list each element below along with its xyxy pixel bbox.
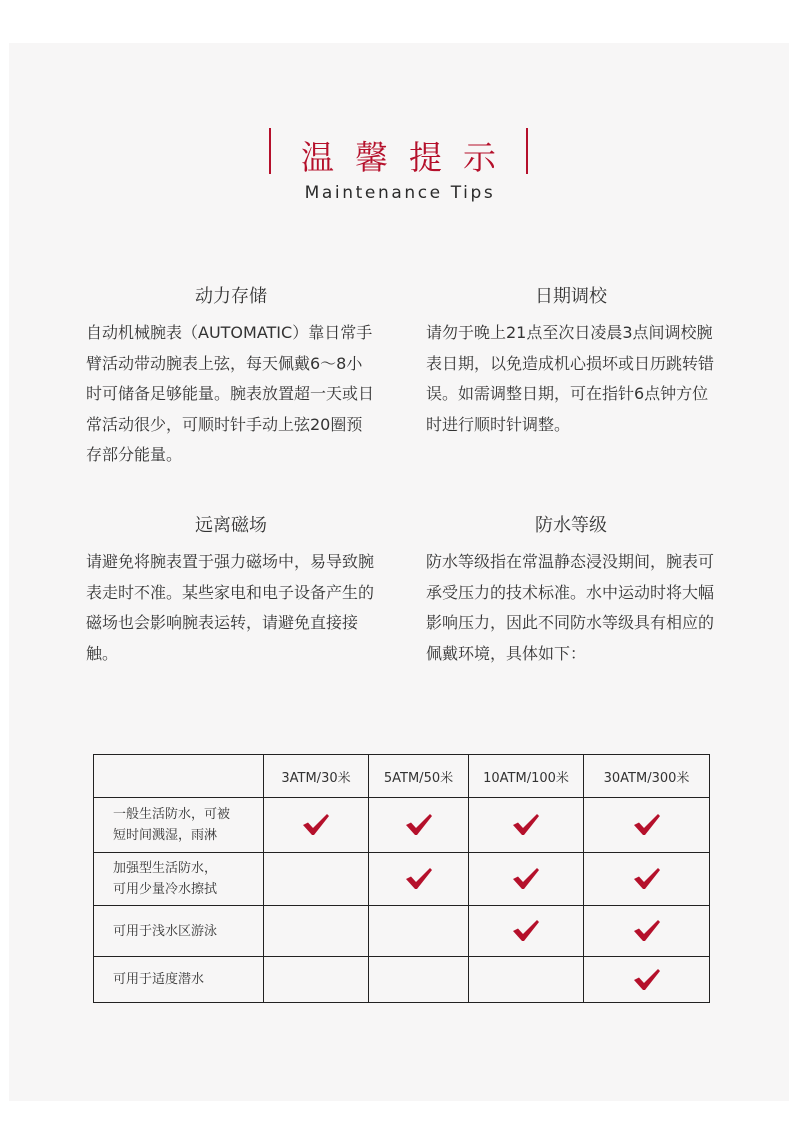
water-resistance-table	[93, 754, 710, 1003]
check-cell	[369, 906, 469, 957]
row-label-line: 可用于适度潜水	[113, 972, 205, 987]
row-label-line: 短时间溅湿，雨淋	[113, 828, 218, 843]
check-icon	[512, 813, 540, 837]
row-label	[94, 798, 264, 853]
table-row	[94, 906, 710, 957]
check-icon	[633, 968, 661, 992]
table-header-cell	[94, 755, 264, 798]
check-icon	[405, 813, 433, 837]
check-cell	[264, 798, 369, 853]
section-heading-power-reserve: 动力存储	[195, 286, 267, 307]
check-cell	[264, 957, 369, 1003]
check-icon	[512, 919, 540, 943]
section-body-date-setting: 请勿于晚上21点至次日凌晨3点间调校腕表日期，以免造成机心损坏或日历跳转错误。如需调整日期，可在指针6点钟方位时进行顺时针调整。	[426, 323, 715, 434]
table-header-cell: 30ATM/300米	[584, 755, 710, 798]
check-cell	[469, 957, 584, 1003]
row-label-line: 加强型生活防水，	[113, 861, 218, 876]
page-title: 温馨提示	[301, 138, 517, 177]
check-cell	[264, 906, 369, 957]
check-cell	[469, 906, 584, 957]
check-cell	[264, 853, 369, 906]
table-row	[94, 957, 710, 1003]
check-icon	[302, 813, 330, 837]
section-heading-water-resistance: 防水等级	[535, 515, 607, 536]
table-row	[94, 798, 710, 853]
check-cell	[369, 853, 469, 906]
table-row	[94, 853, 710, 906]
page-subtitle: Maintenance Tips	[304, 183, 496, 203]
check-cell	[369, 798, 469, 853]
check-cell	[584, 798, 710, 853]
check-icon	[633, 813, 661, 837]
check-icon	[512, 867, 540, 891]
check-icon	[633, 919, 661, 943]
check-cell	[584, 957, 710, 1003]
title-right-bar	[526, 128, 528, 174]
section-body-water-resistance: 防水等级指在常温静态浸没期间，腕表可承受压力的技术标准。水中运动时将大幅影响压力，因此不同防水等级具有相应的佩戴环境，具体如下：	[426, 552, 715, 663]
title-frame	[269, 128, 528, 177]
row-label-line: 可用于浅水区游泳	[113, 923, 218, 939]
check-cell	[369, 957, 469, 1003]
row-label-line: 一般生活防水，可被	[113, 807, 231, 822]
check-cell	[469, 798, 584, 853]
table-header-cell: 5ATM/50米	[369, 755, 469, 798]
row-label-line: 可用少量冷水擦拭	[113, 882, 218, 897]
row-label	[94, 906, 264, 957]
section-heading-magnetism: 远离磁场	[195, 515, 267, 536]
check-icon	[405, 867, 433, 891]
section-body-magnetism: 请避免将腕表置于强力磁场中，易导致腕表走时不准。某些家电和电子设备产生的磁场也会影响腕表运转，请避免直接接触。	[86, 552, 375, 663]
table-header-cell: 3ATM/30米	[264, 755, 369, 798]
check-icon	[633, 867, 661, 891]
check-cell	[584, 853, 710, 906]
row-label	[94, 853, 264, 906]
check-cell	[584, 906, 710, 957]
check-cell	[469, 853, 584, 906]
section-heading-date-setting: 日期调校	[535, 286, 607, 307]
section-body-power-reserve: 自动机械腕表（AUTOMATIC）靠日常手臂活动带动腕表上弦，每天佩戴6～8小时可储备足够能量。腕表放置超一天或日常活动很少，可顺时针手动上弦20圈预存部分能量。	[86, 323, 375, 464]
row-label	[94, 957, 264, 1003]
table-header-row	[94, 755, 710, 798]
table-header-cell: 10ATM/100米	[469, 755, 584, 798]
